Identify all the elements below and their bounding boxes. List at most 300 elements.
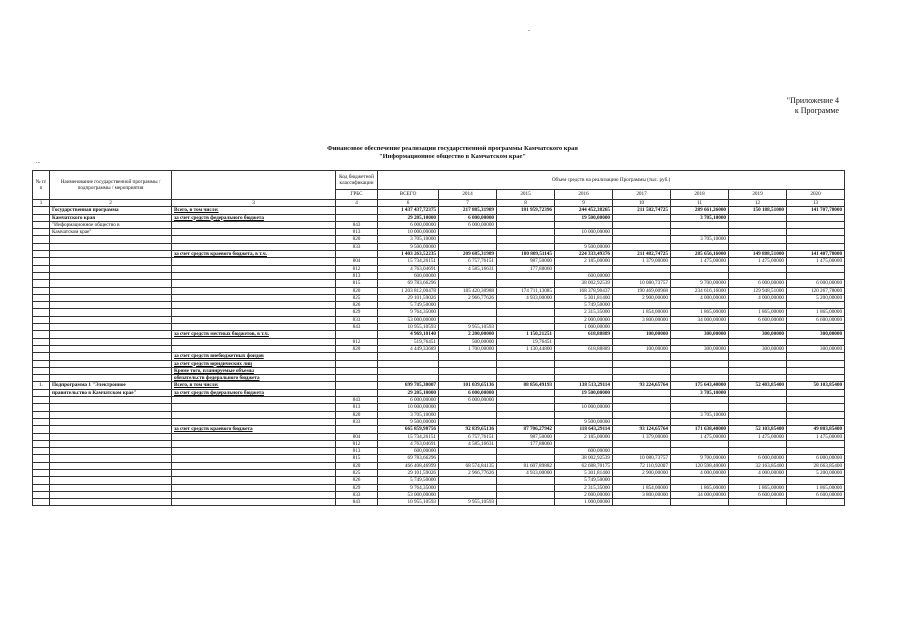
col-number: 2	[50, 200, 172, 207]
table-row	[33, 353, 845, 360]
row-number	[33, 243, 50, 250]
row-value	[729, 229, 787, 236]
row-value	[671, 375, 729, 382]
row-name	[50, 462, 172, 469]
row-value	[671, 324, 729, 331]
row-value: 3 705,10000	[671, 389, 729, 396]
row-source	[172, 433, 336, 440]
scan-mark: -	[528, 28, 530, 34]
row-value: 174 711,13085	[497, 287, 555, 294]
row-value	[378, 360, 439, 367]
row-value	[555, 411, 613, 418]
row-value: 300,00000	[671, 345, 729, 352]
row-value	[729, 375, 787, 382]
row-value	[787, 338, 845, 345]
row-source: обязательств федерального бюджета	[172, 375, 336, 382]
row-value	[729, 418, 787, 425]
row-grbs: 820	[336, 345, 378, 352]
row-value	[613, 324, 671, 331]
row-value: 2 000,00000	[555, 491, 613, 498]
row-name	[50, 491, 172, 498]
row-value: 300,00000	[671, 331, 729, 338]
row-source: за счет средств краевого бюджета	[172, 426, 336, 433]
table-row	[33, 338, 845, 345]
row-value: 4 000,00000	[729, 294, 787, 301]
row-value	[555, 440, 613, 447]
row-value	[729, 265, 787, 272]
row-name	[50, 287, 172, 294]
row-value: 53 000,00000	[378, 491, 439, 498]
row-name	[50, 345, 172, 352]
row-value: 9 700,00000	[671, 280, 729, 287]
table-row	[33, 324, 845, 331]
row-value: 4 933,00000	[497, 469, 555, 476]
row-value: 6 600,00000	[729, 491, 787, 498]
row-source: за счет средств юридических лиц	[172, 360, 336, 367]
row-value: 141 407,78000	[787, 251, 845, 258]
row-number	[33, 251, 50, 258]
row-value: 244 452,38265	[555, 207, 613, 214]
table-row	[33, 418, 845, 425]
table-row	[33, 433, 845, 440]
table-row	[33, 316, 845, 323]
row-value: 29 101,59026	[378, 294, 439, 301]
row-source	[172, 221, 336, 228]
row-grbs	[336, 382, 378, 389]
row-value	[729, 389, 787, 396]
row-number	[33, 309, 50, 316]
row-value: 2 315,35000	[555, 484, 613, 491]
row-value	[787, 448, 845, 455]
row-value: 1 854,00000	[613, 309, 671, 316]
col-number: 11	[671, 200, 729, 207]
row-value: 6 757,76151	[439, 433, 497, 440]
row-number	[33, 389, 50, 396]
col-number: 3	[172, 200, 336, 207]
row-number	[33, 214, 50, 221]
table-row	[33, 294, 845, 301]
row-value: 699 785,30007	[378, 382, 439, 389]
row-grbs: 813	[336, 404, 378, 411]
row-source	[172, 411, 336, 418]
row-number	[33, 338, 50, 345]
row-value: 6 000,00000	[787, 455, 845, 462]
row-value: 32 163,85400	[729, 462, 787, 469]
row-value: 68 574,84135	[439, 462, 497, 469]
row-number	[33, 397, 50, 404]
row-name	[50, 338, 172, 345]
row-number	[33, 221, 50, 228]
table-row	[33, 331, 845, 338]
row-value	[787, 214, 845, 221]
row-value: 6 000,00000	[439, 389, 497, 396]
row-value: 50 103,85400	[787, 382, 845, 389]
row-value	[497, 353, 555, 360]
scan-mark-left: ...	[36, 159, 41, 165]
row-value	[671, 477, 729, 484]
row-value	[439, 484, 497, 491]
appendix-line-1: "Приложение 4	[786, 96, 839, 105]
row-value: 1 379,00000	[613, 433, 671, 440]
row-grbs: 813	[336, 229, 378, 236]
row-grbs: 833	[336, 316, 378, 323]
table-row	[33, 236, 845, 243]
col-number: 12	[729, 200, 787, 207]
row-value: 100,00000	[613, 331, 671, 338]
row-value: 3 705,10000	[671, 214, 729, 221]
row-value	[497, 221, 555, 228]
row-value: 10 000,00000	[555, 229, 613, 236]
row-value	[787, 418, 845, 425]
row-value: 9 500,00000	[555, 243, 613, 250]
row-value	[613, 221, 671, 228]
row-value: 177,88060	[497, 440, 555, 447]
row-value	[671, 440, 729, 447]
row-value: 4 585,16631	[439, 265, 497, 272]
header-year: 2017	[613, 189, 671, 199]
row-value: 6 000,00000	[729, 455, 787, 462]
row-value	[497, 455, 555, 462]
row-value	[671, 265, 729, 272]
table-row	[33, 345, 845, 352]
row-value	[497, 397, 555, 404]
row-number	[33, 287, 50, 294]
table-row	[33, 287, 845, 294]
header-year: 2018	[671, 189, 729, 199]
row-value	[671, 272, 729, 279]
row-value: 38 002,92539	[555, 455, 613, 462]
row-value	[497, 309, 555, 316]
row-value: 9 700,00000	[671, 455, 729, 462]
row-value: 1 475,00000	[729, 258, 787, 265]
row-source	[172, 272, 336, 279]
row-value: 4 585,16631	[439, 440, 497, 447]
row-value	[787, 360, 845, 367]
row-value: 9 955,10593	[439, 499, 497, 506]
column-numbers-row	[33, 200, 845, 207]
row-value: 9 955,10593	[439, 324, 497, 331]
row-value	[497, 214, 555, 221]
row-value	[671, 448, 729, 455]
row-source	[172, 491, 336, 498]
row-value: 9 500,00000	[378, 418, 439, 425]
row-value	[729, 302, 787, 309]
row-grbs	[336, 360, 378, 367]
row-value: 29 101,59026	[378, 469, 439, 476]
row-name	[50, 426, 172, 433]
row-name: Государственная программа	[50, 207, 172, 214]
row-value: 92 839,65136	[439, 426, 497, 433]
row-value: 10 080,73757	[613, 455, 671, 462]
row-value: 120 267,78000	[787, 287, 845, 294]
row-grbs: 829	[336, 484, 378, 491]
row-name	[50, 455, 172, 462]
row-value: 1 150,21251	[497, 331, 555, 338]
row-value: 177,88060	[497, 265, 555, 272]
title-line-2: "Информационное общество в Камчатском крае"	[379, 153, 526, 160]
row-source: Всего, в том числе:	[172, 207, 336, 214]
row-value	[787, 353, 845, 360]
row-number	[33, 236, 50, 243]
row-grbs	[336, 367, 378, 374]
row-value: 5 301,81400	[555, 469, 613, 476]
row-value	[497, 484, 555, 491]
row-value: 1 203 812,00478	[378, 287, 439, 294]
row-number	[33, 229, 50, 236]
row-value: 600,00000	[555, 272, 613, 279]
row-value: 2 966,77626	[439, 294, 497, 301]
row-value: 3 705,10000	[378, 411, 439, 418]
row-value: 53 000,00000	[378, 316, 439, 323]
row-value	[671, 243, 729, 250]
row-value	[439, 448, 497, 455]
row-value: 100,00000	[613, 345, 671, 352]
row-value: 29 205,10000	[378, 214, 439, 221]
row-value: 1 475,00000	[671, 258, 729, 265]
row-grbs: 813	[336, 272, 378, 279]
row-value	[555, 265, 613, 272]
row-name	[50, 433, 172, 440]
table-row	[33, 477, 845, 484]
row-source: Кроме того, планируемые объемы	[172, 367, 336, 374]
row-value	[497, 389, 555, 396]
row-value: 6 000,00000	[378, 397, 439, 404]
row-value	[555, 375, 613, 382]
row-value	[787, 397, 845, 404]
row-value: 300,00000	[787, 345, 845, 352]
row-source	[172, 280, 336, 287]
row-value	[497, 243, 555, 250]
row-value: 519,76451	[378, 338, 439, 345]
row-value	[613, 440, 671, 447]
row-value: 2 000,00000	[555, 316, 613, 323]
row-value	[439, 280, 497, 287]
row-number	[33, 360, 50, 367]
row-value: 600,00000	[378, 272, 439, 279]
table-row	[33, 258, 845, 265]
row-value: 138 513,29114	[555, 382, 613, 389]
row-value: 190 469,00968	[613, 287, 671, 294]
row-grbs: 820	[336, 411, 378, 418]
row-number	[33, 353, 50, 360]
row-value	[439, 272, 497, 279]
row-value: 1 475,00000	[787, 433, 845, 440]
row-value: 2 900,00000	[613, 469, 671, 476]
row-name: "Информационное общество в	[50, 221, 172, 228]
table-row	[33, 469, 845, 476]
row-value	[497, 302, 555, 309]
row-source	[172, 229, 336, 236]
row-value: 3 800,00000	[613, 316, 671, 323]
document-title	[0, 145, 905, 161]
row-value	[439, 418, 497, 425]
row-name	[50, 367, 172, 374]
row-value	[671, 221, 729, 228]
row-value	[613, 418, 671, 425]
row-source	[172, 236, 336, 243]
row-value: 120 598,40000	[671, 462, 729, 469]
row-value	[439, 243, 497, 250]
row-value	[439, 229, 497, 236]
col-number: 4	[336, 200, 378, 207]
row-value: 15 734,26151	[378, 433, 439, 440]
row-value	[787, 477, 845, 484]
table-row	[33, 411, 845, 418]
row-grbs: 813	[336, 448, 378, 455]
row-value: 466 408,46999	[378, 462, 439, 469]
row-value	[555, 360, 613, 367]
row-number	[33, 316, 50, 323]
row-name	[50, 397, 172, 404]
row-value: 987,50000	[497, 433, 555, 440]
header-volume: Объем средств на реализацию Программы (тыс. руб.)	[378, 171, 845, 190]
row-value	[729, 338, 787, 345]
row-value: 81 607,89882	[497, 462, 555, 469]
row-grbs: 825	[336, 294, 378, 301]
row-grbs: 843	[336, 221, 378, 228]
row-number	[33, 331, 50, 338]
row-value	[613, 236, 671, 243]
row-value: 987,50000	[497, 258, 555, 265]
row-source	[172, 440, 336, 447]
row-value	[671, 499, 729, 506]
row-grbs: 815	[336, 280, 378, 287]
row-value	[439, 302, 497, 309]
row-value	[555, 353, 613, 360]
row-value	[671, 302, 729, 309]
title-line-1: Финансовое обеспечение реализации государственной программы Камчатского края	[327, 145, 578, 152]
table-row	[33, 221, 845, 228]
row-grbs: 825	[336, 469, 378, 476]
appendix-line-2: к Программе	[794, 106, 839, 115]
row-value	[555, 221, 613, 228]
row-value: 69 783,66296	[378, 280, 439, 287]
row-value	[439, 375, 497, 382]
row-value	[378, 353, 439, 360]
row-value: 5 200,00000	[787, 294, 845, 301]
row-number	[33, 272, 50, 279]
row-value	[378, 375, 439, 382]
row-value	[613, 338, 671, 345]
row-grbs	[336, 207, 378, 214]
row-source	[172, 404, 336, 411]
row-value: 1 000,00000	[555, 499, 613, 506]
row-value	[729, 367, 787, 374]
row-name	[50, 243, 172, 250]
row-value: 4 933,00000	[497, 294, 555, 301]
row-value	[787, 375, 845, 382]
row-value: 3 705,10000	[378, 236, 439, 243]
row-value	[439, 316, 497, 323]
table-row	[33, 404, 845, 411]
row-name	[50, 411, 172, 418]
header-year: 2015	[497, 189, 555, 199]
header-year: 2019	[729, 189, 787, 199]
row-value	[613, 389, 671, 396]
row-grbs: 833	[336, 418, 378, 425]
row-grbs	[336, 214, 378, 221]
row-value	[613, 272, 671, 279]
row-number	[33, 324, 50, 331]
row-value	[439, 236, 497, 243]
row-source: за счет средств федерального бюджета	[172, 389, 336, 396]
row-grbs: 820	[336, 462, 378, 469]
row-value: 600,00000	[555, 448, 613, 455]
row-value	[613, 353, 671, 360]
row-value	[671, 360, 729, 367]
row-value: 175 643,40000	[671, 382, 729, 389]
table-row	[33, 214, 845, 221]
row-value	[787, 265, 845, 272]
row-name: правительство в Камчатском крае"	[50, 389, 172, 396]
row-source	[172, 448, 336, 455]
table-row	[33, 272, 845, 279]
table-row	[33, 309, 845, 316]
col-number: 7	[439, 200, 497, 207]
row-grbs: 820	[336, 236, 378, 243]
row-value	[613, 243, 671, 250]
row-grbs: 829	[336, 309, 378, 316]
row-number	[33, 491, 50, 498]
row-name: Камчатского края	[50, 214, 172, 221]
row-value: 168 378,90437	[555, 287, 613, 294]
row-value: 2 185,00000	[555, 258, 613, 265]
row-grbs: 804	[336, 433, 378, 440]
row-grbs	[336, 251, 378, 258]
row-value: 171 638,40000	[671, 426, 729, 433]
row-value: 4 763,04691	[378, 440, 439, 447]
row-value: 2 900,00000	[613, 294, 671, 301]
table-row	[33, 455, 845, 462]
row-value: 3 800,00000	[613, 491, 671, 498]
header-code: Код бюджетной классификации	[336, 171, 378, 190]
header-row	[33, 171, 845, 190]
row-value: 1 700,00000	[439, 345, 497, 352]
row-grbs	[336, 375, 378, 382]
row-value: 5 749,50000	[378, 477, 439, 484]
row-name	[50, 251, 172, 258]
row-value: 5 749,50000	[555, 477, 613, 484]
row-source	[172, 258, 336, 265]
row-value: 149 888,51000	[729, 251, 787, 258]
row-value: 15 734,26151	[378, 258, 439, 265]
row-source	[172, 294, 336, 301]
row-value	[497, 477, 555, 484]
row-value	[787, 302, 845, 309]
row-value: 500,00000	[439, 338, 497, 345]
row-source: за счет средств местных бюджетов, в т.ч.	[172, 331, 336, 338]
row-value	[729, 404, 787, 411]
row-value	[787, 367, 845, 374]
row-value: 185 420,30988	[439, 287, 497, 294]
row-value	[729, 214, 787, 221]
row-name	[50, 324, 172, 331]
col-number: 10	[613, 200, 671, 207]
row-value	[613, 375, 671, 382]
row-value: 5 749,50000	[378, 302, 439, 309]
row-number	[33, 477, 50, 484]
row-value: 1 475,00000	[729, 433, 787, 440]
header-year: ВСЕГО	[378, 189, 439, 199]
row-number	[33, 484, 50, 491]
row-value: 211 582,74725	[613, 207, 671, 214]
row-source: за счет средств краевого бюджета, в т.ч.	[172, 251, 336, 258]
row-value	[787, 324, 845, 331]
row-value: 289 661,26000	[671, 207, 729, 214]
row-name	[50, 353, 172, 360]
row-value: 10 955,10593	[378, 324, 439, 331]
row-value	[439, 404, 497, 411]
